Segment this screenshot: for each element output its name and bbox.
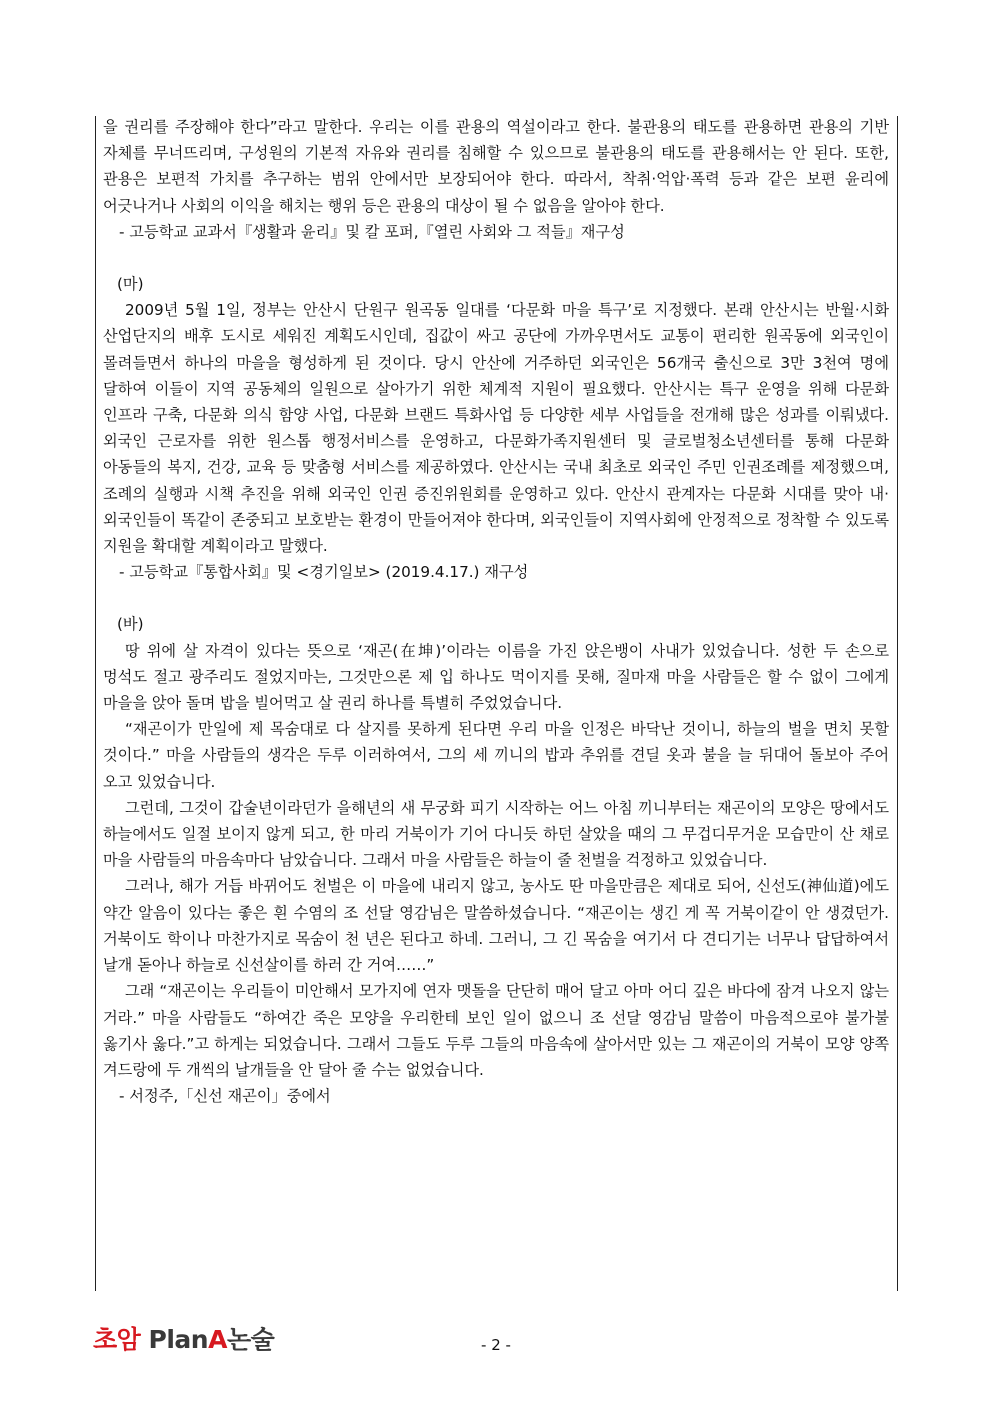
section-ba-paragraph-1: 땅 위에 살 자격이 있다는 뜻으로 ‘재곤(在坤)’이라는 이름을 가진 앉은뱅이 사내가 있었습니다. 성한 두 손으로 멍석도 절고 광주리도 절었지마는, 그것만으론 제 입 하나도 먹이지를 못해, 질마재 마을 사람들은 할 수 없이 그에게 마을을 앉아 돌며 밥을 빌어먹고 살 권리 하나를 특별히 주었었습니다. <box>103 641 889 713</box>
logo-part-1: 초암 <box>93 1325 141 1354</box>
logo-part-2: Plan <box>148 1325 209 1354</box>
section-ba-paragraph-4: 그러나, 해가 거듭 바뀌어도 천벌은 이 마을에 내리지 않고, 농사도 딴 마을만큼은 제대로 되어, 신선도(神仙道)에도 약간 알음이 있다는 좋은 흰 수염의 조 선달 영감님은 말씀하셨습니다. “재곤이는 생긴 게 꼭 거북이같이 안 생겼던가. 거북이도 학이나 마찬가지로 목숨이 천 년은 된다고 하네. 그러니, 그 긴 목숨을 여기서 다 견디기는 너무나 답답하여서 날개 돋아나 하늘로 신선살이를 하러 간 거여……” <box>103 877 889 975</box>
section-ba-source: - 서정주,「신선 재곤이」중에서 <box>119 1087 331 1106</box>
section-ma-paragraph: 2009년 5월 1일, 정부는 안산시 단원구 원곡동 일대를 ‘다문화 마을 특구’로 지정했다. 본래 안산시는 반월·시화 산업단지의 배후 도시로 세워진 계획도시인데, 집값이 싸고 공단에 가까우면서도 교통이 편리한 원곡동에 외국인이 몰려들면서 하나의 마을을 형성하게 된 것이다. 당시 안산에 거주하던 외국인은 56개국 출신으로 3만 3천여 명에 달하여 이들이 지역 공동체의 일원으로 살아가기 위한 체계적 지원이 필요했다. 안산시는 특구 운영을 위해 다문화 인프라 구축, 다문화 의식 함양 사업, 다문화 브랜드 특화사업 등 다양한 세부 사업들을 전개해 많은 성과를 이뤄냈다. 외국인 근로자를 위한 원스톱 행정서비스를 운영하고, 다문화가족지원센터 및 글로벌청소년센터를 통해 다문화 아동들의 복지, 건강, 교육 등 맞춤형 서비스를 제공하였다. 안산시는 국내 최초로 외국인 주민 인권조례를 제정했으며, 조례의 실행과 시책 추진을 위해 외국인 인권 증진위원회를 운영하고 있다. 안산시 관계자는 다문화 시대를 맞아 내·외국인들이 똑같이 존중되고 보호받는 환경이 만들어져야 한다며, 외국인들이 지역사회에 안정적으로 정착할 수 있도록 지원을 확대할 계획이라고 말했다. <box>103 301 889 556</box>
logo-part-3: A <box>208 1325 227 1354</box>
logo-part-4: 논술 <box>226 1325 275 1354</box>
section-ma-source: - 고등학교『통합사회』및 <경기일보> (2019.4.17.) 재구성 <box>119 563 529 582</box>
top-source: - 고등학교 교과서『생활과 윤리』및 칼 포퍼,『열린 사회와 그 적들』재구성 <box>119 222 625 241</box>
page-number: - 2 - <box>481 1336 511 1354</box>
top-paragraph: 을 권리를 주장해야 한다”라고 말한다. 우리는 이를 관용의 역설이라고 한다. 불관용의 태도를 관용하면 관용의 기반 자체를 무너뜨리며, 구성원의 기본적 자유와 권리를 침해할 수 있으므로 불관용의 태도를 관용해서는 안 된다. 또한, 관용은 보편적 가치를 추구하는 범위 안에서만 보장되어야 한다. 따라서, 착취·억압·폭력 등과 같은 보편 윤리에 어긋나거나 사회의 이익을 해치는 행위 등은 관용의 대상이 될 수 없음을 알아야 한다. <box>103 118 889 215</box>
section-ma-label: (마) <box>117 275 144 294</box>
section-ba-paragraph-2: “재곤이가 만일에 제 목숨대로 다 살지를 못하게 된다면 우리 마을 인정은 바닥난 것이니, 하늘의 벌을 면치 못할 것이다.” 마을 사람들의 생각은 두루 이러하여서, 그의 세 끼니의 밥과 추위를 견딜 옷과 불을 늘 뒤대어 돌보아 주어 오고 있었습니다. <box>103 720 889 791</box>
section-ba-paragraph-3: 그런데, 그것이 갑술년이라던가 을해년의 새 무궁화 피기 시작하는 어느 아침 끼니부터는 재곤이의 모양은 땅에서도 하늘에서도 일절 보이지 않게 되고, 한 마리 거북이가 기어 다니듯 하던 살았을 때의 그 무겁디무거운 모습만이 산 채로 마을 사람들의 마음속마다 남았습니다. 그래서 마을 사람들은 하늘이 줄 천벌을 걱정하고 있었습니다. <box>103 798 889 870</box>
section-ba-label: (바) <box>117 615 144 634</box>
section-ba-paragraph-5: 그래 “재곤이는 우리들이 미안해서 모가지에 연자 맷돌을 단단히 매어 달고 아마 어디 깊은 바다에 잠겨 나오지 않는 거라.” 마을 사람들도 “하여간 죽은 모양을 우리한테 보인 일이 없으니 조 선달 영감님 말씀이 마음적으로야 불가불 옳기사 옳다.”고 하게는 되었습니다. 그래서 그들도 두루 그들의 마음속에 살아서만 있는 그 재곤이의 거북이 모양 양쪽 겨드랑에 두 개씩의 날개들을 안 달아 줄 수는 없었습니다. <box>103 982 889 1079</box>
document-body <box>103 114 889 1109</box>
